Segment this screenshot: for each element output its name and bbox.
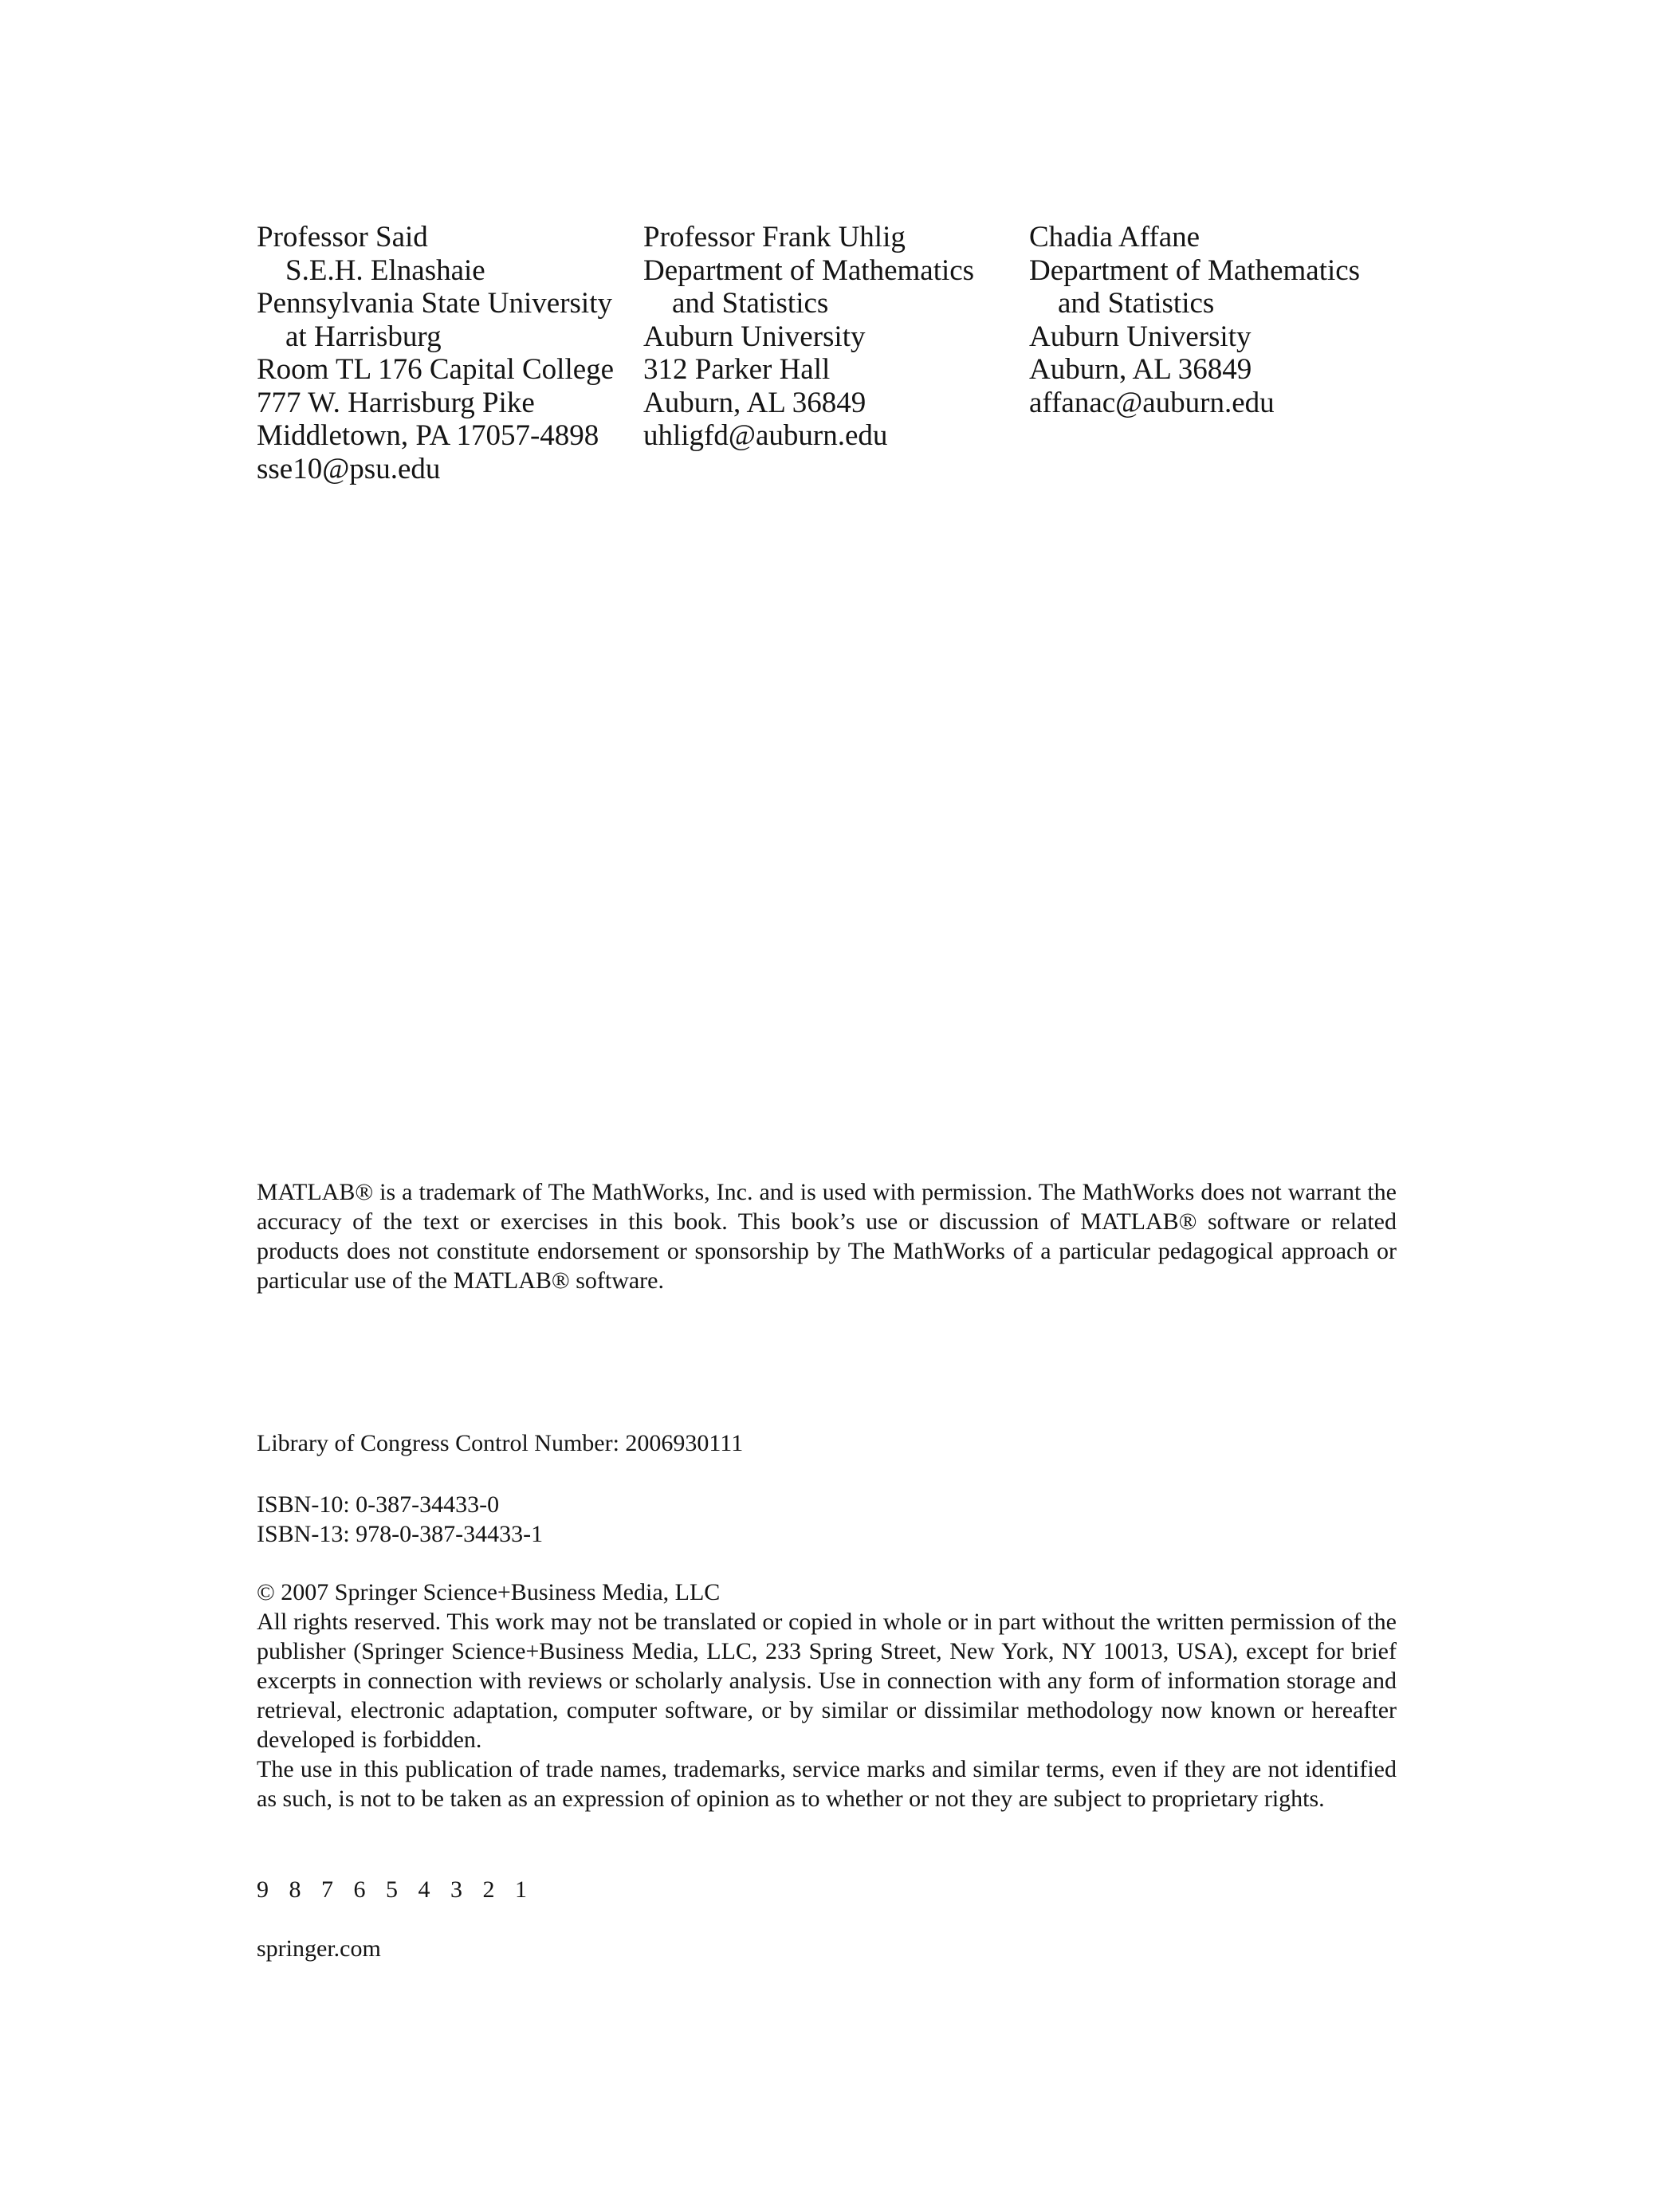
address-line: Professor Frank Uhlig	[643, 221, 906, 253]
author-email: sse10@psu.edu	[257, 452, 441, 485]
author-addresses	[0, 221, 1674, 508]
address-line: Room TL 176 Capital College	[257, 353, 615, 386]
author-email: affanac@auburn.edu	[1029, 386, 1275, 419]
library-of-congress-number: Library of Congress Control Number: 2006930111	[257, 1430, 744, 1456]
copyright-line: © 2007 Springer Science+Business Media, LLC	[257, 1579, 721, 1605]
address-line: Auburn University	[643, 320, 866, 353]
address-line: Department of Mathematics	[1029, 253, 1361, 287]
isbn-13: ISBN-13: 978-0-387-34433-1	[257, 1521, 544, 1547]
address-line: and Statistics	[672, 287, 829, 320]
address-line: Auburn, AL 36849	[643, 386, 866, 419]
address-line: Pennsylvania State University	[257, 287, 612, 320]
address-line: Professor Said	[257, 221, 428, 253]
printing-number-line: 9 8 7 6 5 4 3 2 1	[257, 1876, 530, 1903]
address-line: 777 W. Harrisburg Pike	[257, 386, 535, 419]
author-address-affane	[1029, 221, 1360, 419]
address-line: Auburn University	[1029, 320, 1252, 353]
trademark-notice: MATLAB® is a trademark of The MathWorks, Inc. and is used with permission. The MathWorks does not warrant the accuracy of the text or exercises in this book. This book’s use or discussion of MATLAB® software or related products does not constitute endorsement or sponsorship by The MathWorks of a particular pedagogical approach or particular use of the MATLAB® software.	[257, 1179, 1397, 1294]
publisher-website: springer.com	[257, 1935, 381, 1962]
address-line: S.E.H. Elnashaie	[285, 253, 485, 287]
address-line: and Statistics	[1058, 287, 1215, 320]
address-line: Department of Mathematics	[643, 253, 975, 287]
author-address-uhlig	[643, 221, 974, 453]
address-line: Auburn, AL 36849	[1029, 353, 1252, 386]
address-line: Middletown, PA 17057-4898	[257, 419, 599, 452]
address-line: Chadia Affane	[1029, 221, 1200, 253]
author-address-elnashaie	[257, 221, 614, 485]
author-email: uhligfd@auburn.edu	[643, 419, 888, 452]
rights-statement: All rights reserved. This work may not be translated or copied in whole or in part without the written permission of the publisher (Springer Science+Business Media, LLC, 233 Spring Street, New York, NY 10013, USA), except for brief excerpts in connection with reviews or scholarly analysis. Use in connection with any form of information storage and retrieval, electronic adaptation, computer software, or by similar or dissimilar methodology now known or hereafter developed is forbidden.	[257, 1609, 1397, 1753]
address-line: 312 Parker Hall	[643, 353, 831, 386]
isbn-10: ISBN-10: 0-387-34433-0	[257, 1491, 500, 1518]
isbn-block	[257, 1490, 1397, 1549]
copyright-block	[257, 1577, 1397, 1813]
trade-names-statement: The use in this publication of trade names, trademarks, service marks and similar terms, even if they are not identified as such, is not to be taken as an expression of opinion as to whether or not they are subject to proprietary rights.	[257, 1756, 1397, 1812]
address-line: at Harrisburg	[285, 320, 442, 353]
